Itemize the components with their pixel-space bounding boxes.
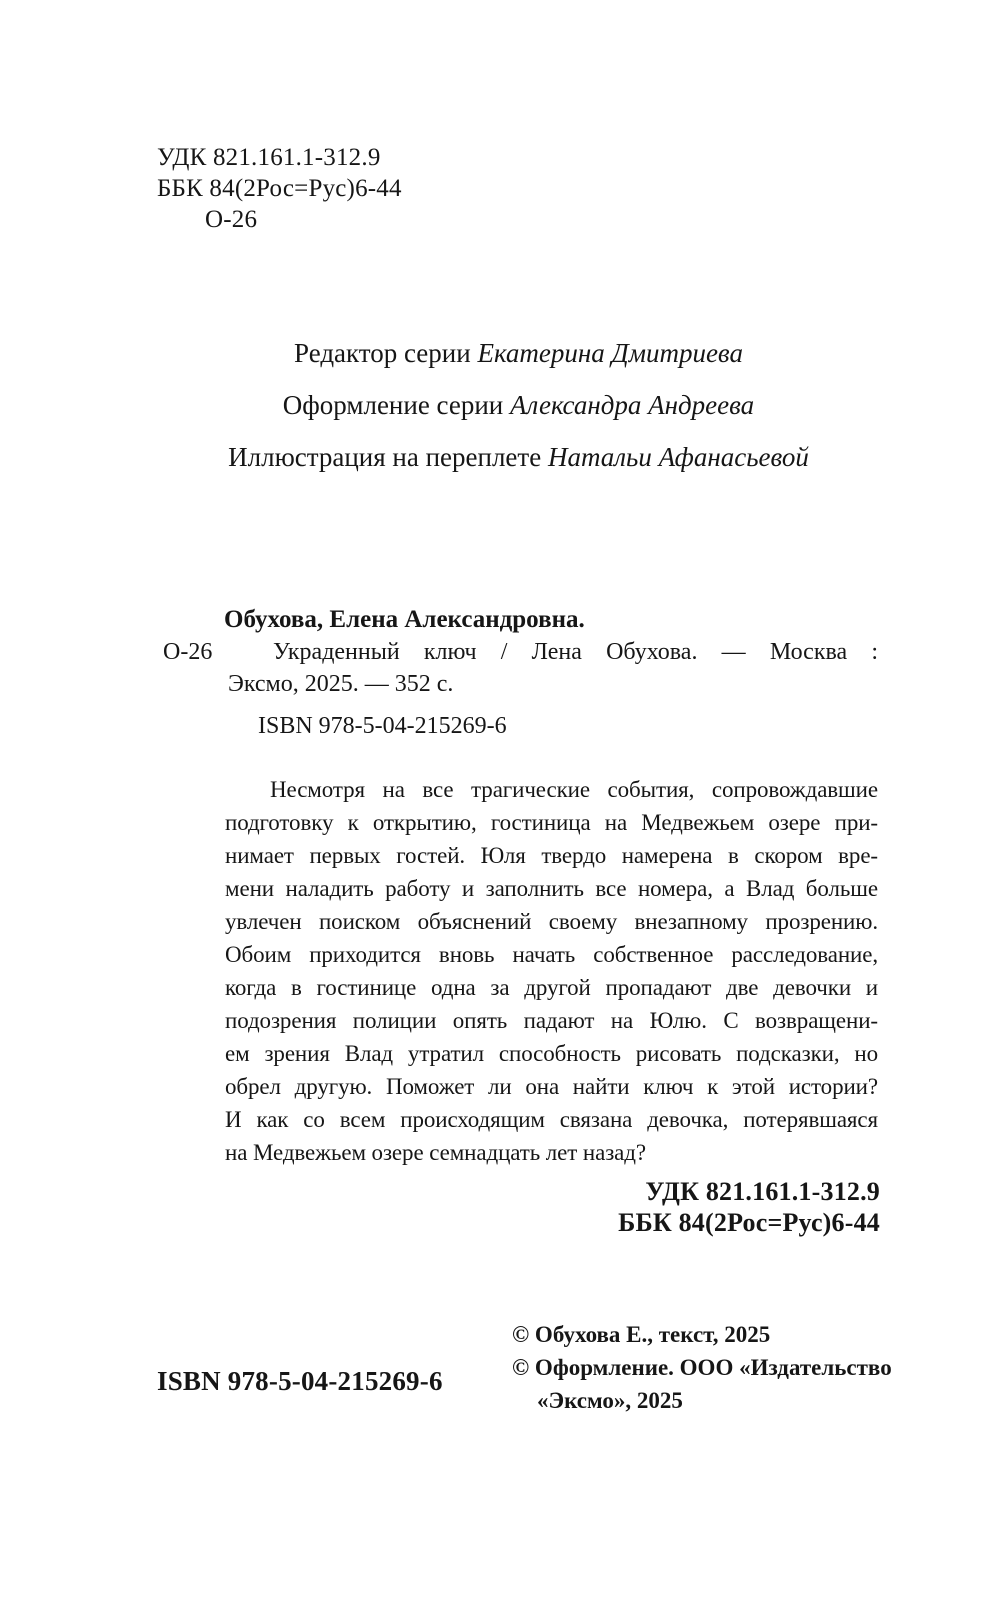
annotation-line: мени наладить работу и заполнить все номера, а Влад больше <box>225 876 878 901</box>
series-design-line <box>157 379 880 431</box>
record-isbn: ISBN 978-5-04-215269-6 <box>258 713 507 739</box>
annotation-line: подготовку к открытию, гостиница на Медвежьем озере при- <box>225 810 878 835</box>
annotation-line: Несмотря на все трагические события, сопровождавшие <box>270 777 878 802</box>
annotation-line: Обоим приходится вновь начать собственное расследование, <box>225 942 878 967</box>
record-title-line: Украденный ключ / Лена Обухова. — Москва : <box>273 639 878 665</box>
udk-code-bottom: УДК 821.161.1-312.9 <box>645 1177 880 1206</box>
annotation-line: подозрения полиции опять падают на Юлю. С возвращени- <box>225 1008 878 1033</box>
annotation-line: И как со всем происходящим связана девочка, потерявшаяся <box>225 1107 878 1132</box>
annotation-line: нимает первых гостей. Юля твердо намерена в скором вре- <box>225 843 878 868</box>
series-editor-line <box>157 327 880 379</box>
series-editor-label: Редактор серии <box>294 338 471 368</box>
classification-codes-top <box>157 142 402 235</box>
bibliographic-record <box>157 604 880 742</box>
cover-illustration-line <box>157 431 880 483</box>
record-imprint-line: Эксмо, 2025. — 352 с. <box>228 671 454 697</box>
udk-code: УДК 821.161.1-312.9 <box>157 144 381 171</box>
cover-illustration-name: Натальи Афанасьевой <box>547 442 809 472</box>
cover-illustration-label: Иллюстрация на переплете <box>228 442 542 472</box>
series-design-name: Александра Андреева <box>510 390 755 420</box>
record-author-heading: Обухова, Елена Александровна. <box>224 606 585 633</box>
annotation-line: ем зрения Влад утратил способность рисовать подсказки, но <box>225 1041 878 1066</box>
annotation-line: обрел другую. Поможет ли она найти ключ к этой истории? <box>225 1074 878 1099</box>
bbk-code-bottom: ББК 84(2Рос=Рус)6-44 <box>618 1208 880 1237</box>
annotation-line: на Медвежьем озере семнадцать лет назад? <box>225 1140 646 1165</box>
author-code: О-26 <box>205 206 258 233</box>
footer-isbn: ISBN 978-5-04-215269-6 <box>157 1366 443 1396</box>
bbk-code: ББК 84(2Рос=Рус)6-44 <box>157 175 402 202</box>
copyright-publisher-line: «Эксмо», 2025 <box>537 1388 683 1413</box>
series-credits <box>157 327 880 483</box>
annotation-paragraph <box>225 773 878 1169</box>
record-author-code: О-26 <box>163 639 213 665</box>
annotation-line: увлечен поиском объяснений своему внезапному прозрению. <box>225 909 878 934</box>
copyright-text-line: © Обухова Е., текст, 2025 <box>512 1322 771 1347</box>
classification-codes-bottom <box>157 1176 880 1238</box>
series-editor-name: Екатерина Дмитриева <box>477 338 743 368</box>
series-design-label: Оформление серии <box>282 390 504 420</box>
copyright-block <box>512 1318 892 1417</box>
annotation-line: когда в гостинице одна за другой пропадают две девочки и <box>225 975 878 1000</box>
copyright-design-line: © Оформление. ООО «Издательство <box>512 1355 892 1380</box>
